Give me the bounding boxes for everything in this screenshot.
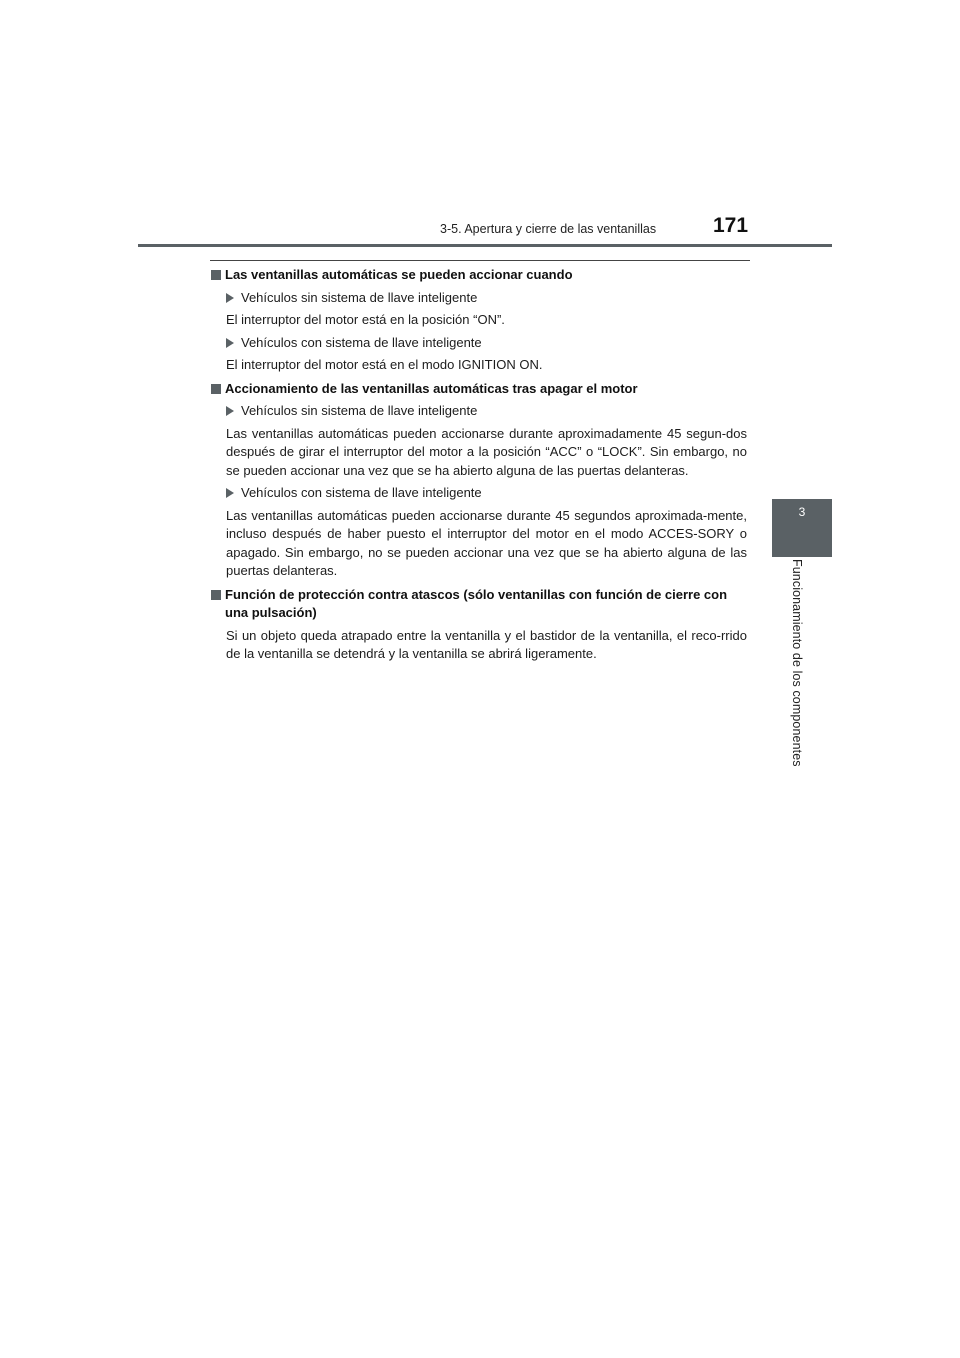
- subheading-text: Vehículos con sistema de llave inteligente: [241, 334, 482, 350]
- heading-text: Las ventanillas automáticas se pueden accionar cuando: [225, 267, 573, 282]
- chapter-title: Funcionamiento de los componentes: [790, 559, 804, 767]
- section-heading: [211, 380, 747, 399]
- chapter-tab: [772, 499, 832, 557]
- square-bullet-icon: [211, 590, 221, 600]
- subheading: [211, 289, 747, 308]
- section-title: 3-5. Apertura y cierre de las ventanillas: [440, 222, 657, 236]
- paragraph: Si un objeto queda atrapado entre la ventanilla y el bastidor de la ventanilla, el reco-rrido de la ventanilla se detendrá y la ventanilla se abrirá ligeramente.: [226, 627, 747, 661]
- square-bullet-icon: [211, 384, 221, 394]
- section-jam-protection: [211, 586, 747, 664]
- page-number: 171: [713, 214, 749, 237]
- chapter-number: 3: [798, 505, 806, 519]
- heading-text: Función de protección contra atascos (sólo ventanillas con función de cierre con una pulsación): [225, 586, 728, 620]
- paragraph: Las ventanillas automáticas pueden accionarse durante 45 segundos aproximada-mente, incluso después de haber puesto el interruptor del motor en el modo ACCES-SORY o apagado. Sin embargo, no se pueden accionar una vez que se ha abierto alguna de las puertas delanteras.: [226, 507, 747, 578]
- section-operate-conditions: [211, 266, 747, 375]
- subheading-text: Vehículos sin sistema de llave inteligente: [241, 403, 478, 418]
- paragraph: El interruptor del motor está en la posición “ON”.: [226, 312, 505, 327]
- triangle-bullet-icon: [226, 338, 234, 348]
- content-divider: [210, 260, 750, 261]
- page-content: [211, 266, 747, 669]
- paragraph: El interruptor del motor está en el modo IGNITION ON.: [226, 357, 543, 372]
- header-divider: [138, 244, 832, 247]
- subheading-text: Vehículos sin sistema de llave inteligente: [241, 289, 478, 305]
- subheading-text: Vehículos con sistema de llave inteligente: [241, 485, 482, 500]
- subheading: [211, 402, 747, 421]
- triangle-bullet-icon: [226, 488, 234, 498]
- triangle-bullet-icon: [226, 293, 234, 303]
- heading-text: Accionamiento de las ventanillas automáticas tras apagar el motor: [225, 380, 638, 396]
- paragraph: Las ventanillas automáticas pueden accionarse durante aproximadamente 45 segun-dos después de girar el interruptor del motor a la posición “ACC” o “LOCK”. Sin embargo, no se pueden accionar una vez que se ha abierto alguna de las puertas delanteras.: [226, 425, 747, 478]
- subheading: [211, 484, 747, 503]
- square-bullet-icon: [211, 270, 221, 280]
- section-heading: [211, 266, 747, 285]
- subheading: [211, 334, 747, 353]
- triangle-bullet-icon: [226, 406, 234, 416]
- section-heading: [211, 586, 747, 623]
- section-after-engine-off: [211, 380, 747, 581]
